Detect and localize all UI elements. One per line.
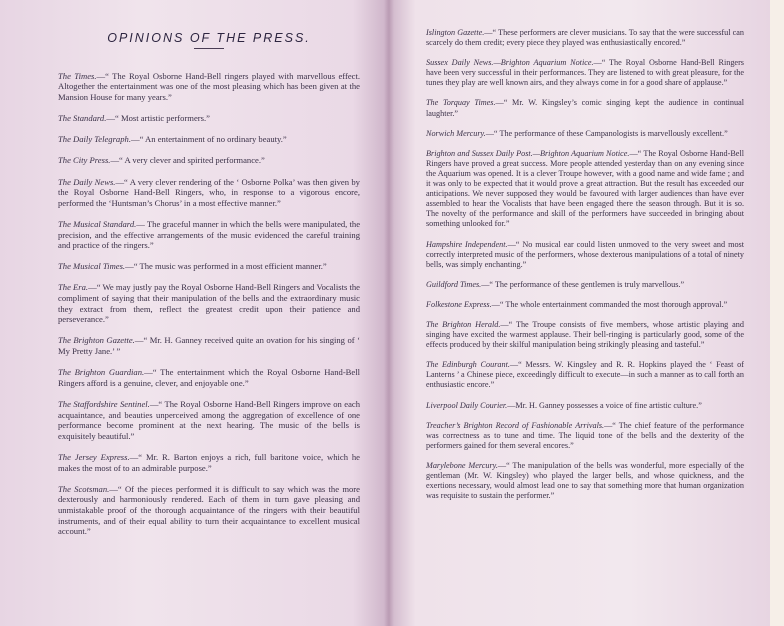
quote-text: —“ The performance of these gentlemen is truly marvellous.” xyxy=(481,279,685,289)
quote-text: —“ The entertainment which the Royal Osborne Hand-Bell Ringers afford is a genuine, clever, and enjoyable one.” xyxy=(58,367,361,388)
quote-text: —“ No musical ear could listen unmoved to the very sweet and most correctly interpreted music of the performers, whose dexterous manipulations of a total of ninety bells, was simply enchanting.” xyxy=(426,239,744,269)
press-quote xyxy=(426,129,744,139)
quote-text: — The graceful manner in which the bells were manipulated, the precision, and the effective arrangements of the music evidenced the careful training and practice of the ringers.” xyxy=(58,218,361,251)
quote-source: The Musical Times. xyxy=(58,261,126,272)
quote-source: The Edinburgh Courant. xyxy=(426,360,510,370)
quote-text: —“ Most artistic performers.” xyxy=(106,112,210,123)
quote-source: The Brighton Gazette. xyxy=(58,335,135,346)
quote-source: The Times. xyxy=(58,70,97,81)
quote-text: —“ An entertainment of no ordinary beauty.” xyxy=(130,134,287,145)
press-quote xyxy=(58,367,360,388)
press-quote xyxy=(58,335,360,356)
quote-text: —“ The whole entertainment commanded the most thorough approval.” xyxy=(491,299,728,309)
press-quote xyxy=(426,149,744,230)
press-quote xyxy=(426,98,744,118)
quote-text: —“ The Troupe consists of five members, whose artistic playing and singing have excited the warmest applause. Their bell-ringing is particularly good, some of the effects produced by their skilful manipulation being strikingly pleasing and tasteful.” xyxy=(426,319,744,350)
left-entries xyxy=(58,71,360,537)
quote-text: —“ The Royal Osborne Hand-Bell ringers played with marvellous effect. Altogether the entertainment was one of the most pleasing which has been given at the Mansion House for many years.” xyxy=(58,70,360,102)
quote-source: Hampshire Independent. xyxy=(426,239,508,249)
quote-source: The Jersey Express. xyxy=(58,451,130,462)
press-quote xyxy=(58,261,360,272)
quote-text: —“ These performers are clever musicians. To say that the were successful can scarcely do them credit; every piece they played was enthusiastically encored.” xyxy=(426,28,744,48)
press-quote xyxy=(426,401,744,411)
press-quote xyxy=(58,484,360,537)
quote-text: —Mr. H. Ganney possesses a voice of fine artistic culture.” xyxy=(507,400,702,410)
quote-text: —“ The music was performed in a most efficient manner.” xyxy=(125,261,327,272)
title-rule xyxy=(194,48,224,49)
quote-text: —“ We may justly pay the Royal Osborne Hand-Bell Ringers and Vocalists the compliment of saying that their manipulation of the bells and the extraordinary music they extract from them, reflect the greatest credit upon their patience and perseverance.” xyxy=(58,282,360,325)
right-column xyxy=(426,28,744,511)
press-quote xyxy=(58,71,360,103)
press-quote xyxy=(58,177,360,209)
quote-source: Sussex Daily News.—Brighton Aquarium Notice. xyxy=(426,58,594,68)
paper-edge xyxy=(770,0,784,626)
quote-source: Guildford Times. xyxy=(426,279,482,289)
press-quote xyxy=(58,282,360,324)
quote-text: —“ The performance of these Campanologists is marvellously excellent.” xyxy=(485,128,728,138)
quote-source: The Staffordshire Sentinel. xyxy=(58,399,150,409)
quote-text: —“ A very clever rendering of the ‘ Osborne Polka’ was then given by the Royal Osborne Hand-Bell Ringers, who, in response to a vigorous encore, performed the ‘Huntsman’s Chorus’ in a most effective manner.” xyxy=(58,176,360,208)
quote-source: The Torquay Times. xyxy=(426,98,496,108)
quote-text: —“ The manipulation of the bells was wonderful, more especially of the gentleman (Mr. W. Kingsley) who played the larger bells, and whose quickness, and the exertions necessary, would almost lead one to say that something more that human organization was requisite to sustain the performer.” xyxy=(426,460,745,501)
press-quote xyxy=(426,240,744,270)
quote-text: —“ Messrs. W. Kingsley and R. R. Hopkins played the ‘ Feast of Lanterns ’ a Chinese piece, exceedingly difficult to execute—in such a manner as to call forth an enthusiastic encore.” xyxy=(426,360,744,390)
quote-text: —“ The Royal Osborne Hand-Bell Ringers have been very successful in their performances. They are listened to with great pleasure, for the tunes they play are well known airs, and they always come in for a good share of applause.” xyxy=(426,58,744,88)
press-quote xyxy=(58,134,360,145)
press-quote xyxy=(58,219,360,251)
right-entries xyxy=(426,28,744,501)
press-quote xyxy=(58,452,360,473)
quote-source: The Scotsman. xyxy=(58,483,110,494)
quote-source: Folkestone Express. xyxy=(426,299,492,309)
page-fold xyxy=(384,0,394,626)
press-quote xyxy=(426,461,744,501)
quote-text: —“ The Royal Osborne Hand-Bell Ringers improve on each acquaintance, and beauties unperceived among the aggregation of excellence of one performance become prominent at the next hearing. The music of the bells is exquisitely beautiful.” xyxy=(58,399,361,441)
quote-text: —“ Mr. H. Ganney received quite an ovation for his singing of ‘ My Pretty Jane.’ ” xyxy=(58,335,360,357)
quote-text: —“ Mr. W. Kingsley’s comic singing kept the audience in continual laughter.” xyxy=(426,98,744,118)
quote-source: The Brighton Guardian. xyxy=(58,367,145,378)
quote-source: The Daily Telegraph. xyxy=(58,134,131,145)
press-quote xyxy=(426,280,744,290)
press-quote xyxy=(426,360,744,390)
press-quote xyxy=(426,300,744,310)
press-quote xyxy=(426,320,744,350)
document-title: OPINIONS OF THE PRESS. xyxy=(107,31,311,45)
quote-source: Brighton and Sussex Daily Post.—Brighton Aquarium Notice. xyxy=(426,148,630,158)
quote-text: —“ The chief feature of the performance was correctness as to tune and time. The liquid tone of the bells and the dexterity of the performers gained for them several encores.” xyxy=(426,420,744,450)
quote-source: The Standard. xyxy=(58,112,107,123)
press-quote xyxy=(58,155,360,166)
quote-source: Marylebone Mercury. xyxy=(426,460,498,470)
quote-source: Norwich Mercury. xyxy=(426,128,486,138)
quote-source: The City Press. xyxy=(58,155,111,166)
quote-source: The Era. xyxy=(58,282,89,293)
quote-source: The Musical Standard. xyxy=(58,218,137,229)
quote-source: Treacher’s Brighton Record of Fashionable Arrivals. xyxy=(426,420,605,430)
press-quote xyxy=(426,421,744,451)
press-quote xyxy=(58,399,360,441)
quote-source: Liverpool Daily Courier. xyxy=(426,400,508,410)
quote-text: —“ Mr. R. Barton enjoys a rich, full baritone voice, which he makes the most of to an admirable purpose.” xyxy=(58,451,360,473)
quote-source: The Daily News. xyxy=(58,176,116,187)
press-quote xyxy=(426,28,744,48)
quote-text: —“ The Royal Osborne Hand-Bell Ringers have proved a great success. More people attended yesterday than on any evening since the Aquarium was opened. It is a clever Troupe however, with a good name and wide fame ; and it was only to be expected that it would prove a great attraction. But the result has exceeded our anticipations. We never supposed they would be favoured with larger audiences than have ever assembled to hear the Vocalists that have been engaged there the season through. But it is so. The novelty of the performance and skill of the performers have succeeded in bringing about something unlooked for.” xyxy=(426,148,744,229)
quote-source: The Brighton Herald. xyxy=(426,319,501,329)
press-quote xyxy=(58,113,360,124)
quote-source: Islington Gazette. xyxy=(426,28,485,37)
quote-text: —“ A very clever and spirited performance.” xyxy=(110,155,265,166)
quote-text: —“ Of the pieces performed it is difficult to say which was the more dexterously and harmoniously rendered. Each of them in turn gave pleasing and unmistakable proof of the thorough acquaintance of the ringers with their beautiful instruments, and of their equal ability to turn their acquaintance to excellent musical account.” xyxy=(58,483,360,537)
press-quote xyxy=(426,58,744,88)
left-column xyxy=(58,28,360,547)
